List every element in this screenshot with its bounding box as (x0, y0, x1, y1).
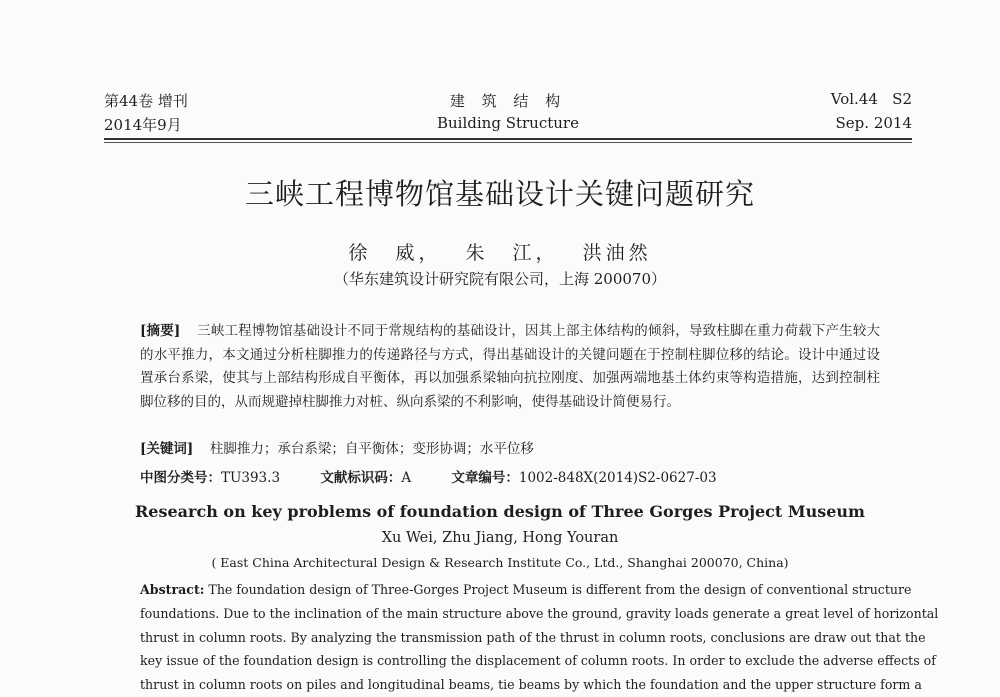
authors-cn: 徐 威， 朱 江， 洪油然 (348, 242, 652, 264)
authors-en: Xu Wei, Zhu Jiang, Hong Youran (381, 530, 619, 546)
classification-line (140, 466, 753, 486)
keywords-cn (140, 438, 880, 462)
abstract-en-line (140, 578, 912, 602)
doc-code-label: 文献标识码： (320, 470, 402, 486)
journal-name-en: Building Structure (437, 114, 579, 132)
abstract-en-line: key issue of the foundation design is controlling the displacement of column roots. In order to exclude the adverse effects of (140, 653, 936, 669)
affiliation-cn: （华东建筑设计研究院有限公司，上海 200070） (333, 270, 667, 288)
abstract-cn (140, 320, 880, 414)
header-rule-thick (104, 138, 912, 140)
paper-title-cn: 三峡工程博物馆基础设计关键问题研究 (244, 177, 755, 211)
header-rule-thin (104, 142, 912, 143)
abstract-en-line: foundations. Due to the inclination of the main structure above the ground, gravity loads generate a great level of horizontal (140, 605, 939, 621)
keywords-cn-text: 柱脚推力；承台系梁；自平衡体；变形协调；水平位移 (209, 441, 534, 457)
article-id-value: 1002-848X(2014)S2-0627-03 (518, 470, 717, 486)
journal-volume-issue: 第44卷 增刊 (104, 92, 188, 110)
abstract-en-label: Abstract: (140, 582, 205, 597)
journal-name-cn: 建 筑 结 构 (449, 92, 567, 110)
keywords-cn-label: [关键词] (140, 441, 194, 457)
abstract-en (140, 578, 939, 697)
abstract-cn-label: [摘要] (140, 323, 181, 339)
paper-title-en: Research on key problems of foundation design of Three Gorges Project Museum (135, 502, 865, 521)
journal-date-en: Sep. 2014 (835, 114, 912, 132)
abstract-en-line: thrust in column roots on piles and longitudinal beams, tie beams by which the foundation and the upper structure form a (140, 677, 922, 693)
clc-value: TU393.3 (221, 470, 281, 486)
clc-label: 中图分类号： (140, 470, 221, 486)
article-id-label: 文章编号： (451, 470, 519, 486)
doc-code-value: A (401, 470, 412, 486)
journal-date-cn: 2014年9月 (104, 116, 182, 134)
journal-volume-en: Vol.44 S2 (830, 90, 912, 108)
abstract-cn-text: 三峡工程博物馆基础设计不同于常规结构的基础设计，因其上部主体结构的倾斜，导致柱脚在重力荷载下产生较大的水平推力，本文通过分析柱脚推力的传递路径与方式，得出基础设计的关键问题在于控制柱脚位移的结论。设计中通过设置承台系梁，使其与上部结构形成自平衡体，再以加强系梁轴向抗拉刚度、加强两端地基土体约束等构造措施，达到控制柱脚位移的目的，从而规避掉柱脚推力对桩、纵向系梁的不利影响，使得基础设计简便易行。 (140, 323, 880, 410)
abstract-en-line: thrust in column roots. By analyzing the transmission path of the thrust in column roots, conclusions are draw out that the (140, 629, 926, 645)
affiliation-en: ( East China Architectural Design & Research Institute Co., Ltd., Shanghai 200070, China) (211, 555, 789, 570)
abstract-en-line-text: The foundation design of Three-Gorges Project Museum is different from the design of conventional structure (204, 582, 912, 597)
